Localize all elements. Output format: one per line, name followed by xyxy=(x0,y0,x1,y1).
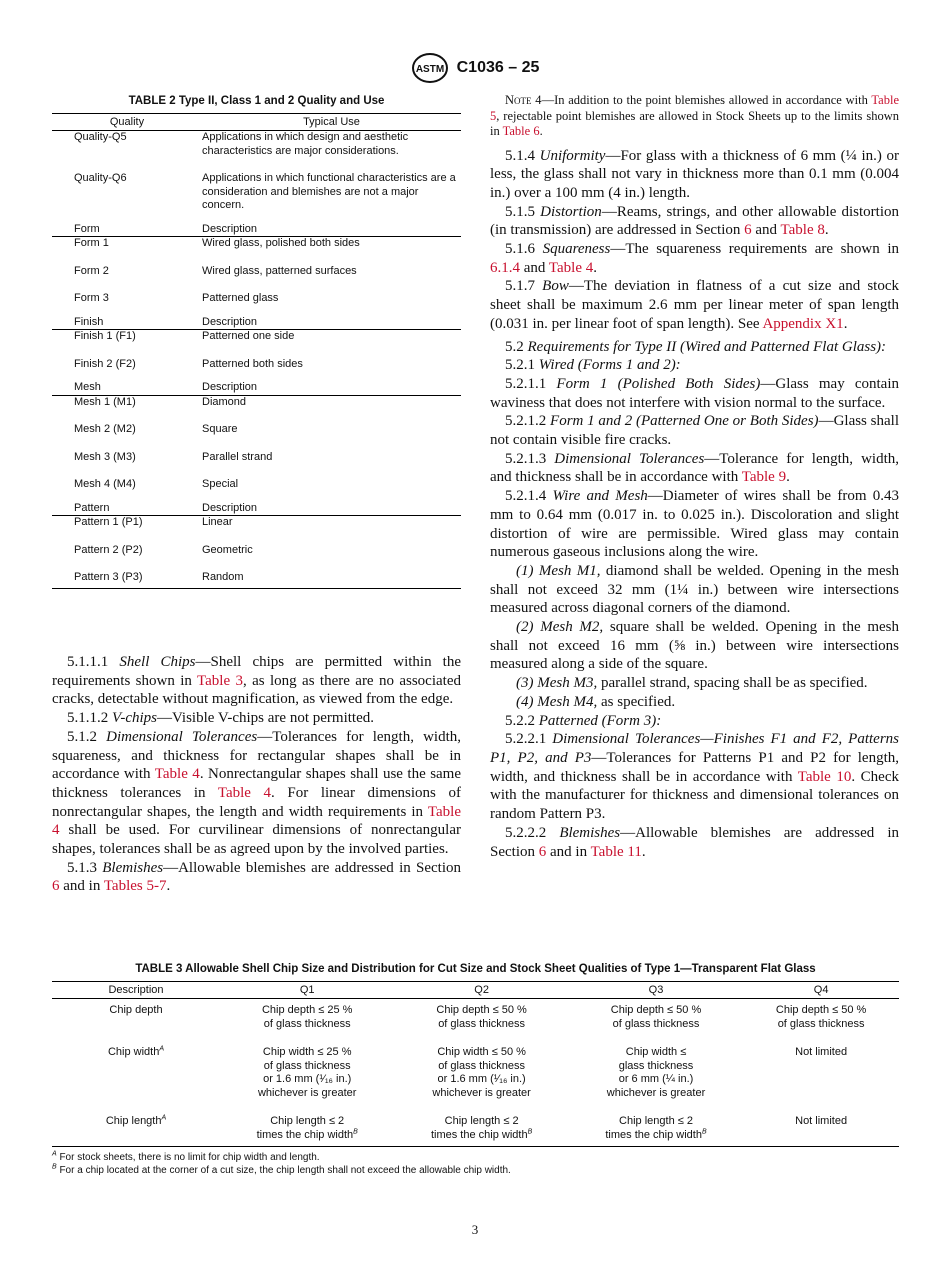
link-table-8[interactable]: Table 8 xyxy=(780,222,825,239)
footnote: $^A$ For stock sheets, there is no limit for chip width and length. xyxy=(52,1150,320,1163)
page-header xyxy=(0,52,950,84)
table-3-header: Q4 xyxy=(743,982,899,999)
paragraph-v-chips: 5.1.1.2 V-chips—Visible V-chips are not permitted. xyxy=(67,710,374,727)
table-row: Pattern 2 (P2) Geometric xyxy=(74,543,253,556)
table-group-header: Form Description xyxy=(52,213,461,237)
svg-text:ASTM: ASTM xyxy=(415,64,444,75)
link-table-10[interactable]: Table 10 xyxy=(797,768,852,785)
paragraph-mesh-m3: (3) Mesh M3, parallel strand, spacing shall be as specified. xyxy=(516,675,868,692)
paragraph-mesh-m1: (1) Mesh M1, diamond shall be welded. Opening in the mesh shall not exceed 32 mm (1¼ in.) between wire intersections measured across diagonal corners of the diamond. xyxy=(490,562,899,617)
link-table-4[interactable]: Table 4 xyxy=(217,784,272,801)
paragraph-patterned-blemishes: 5.2.2.2 Blemishes—Allowable blemishes are addressed in Section 6 and in Table 11. xyxy=(490,824,899,860)
table-2-header-use: Typical Use xyxy=(202,114,461,131)
paragraph-squareness: 5.1.6 Squareness—The squareness requirements are shown in 6.1.4 and Table 4. xyxy=(490,241,899,276)
table-row: Quality-Q6 Applications in which functional characteristics are a consideration and blemishes are not a major concern. xyxy=(74,172,456,211)
astm-logo-icon xyxy=(411,52,449,84)
table-2-header-quality: Quality xyxy=(52,114,202,131)
table-row: Pattern 3 (P3) Random xyxy=(52,571,461,588)
table-3 xyxy=(52,963,899,1177)
table-row: Mesh 2 (M2) Square xyxy=(74,423,238,435)
table-3-footnotes xyxy=(52,1151,899,1177)
page-number: 3 xyxy=(471,1222,479,1237)
paragraph-blemishes: 5.1.3 Blemishes—Allowable blemishes are addressed in Section 6 and in Tables 5-7. xyxy=(52,859,461,895)
table-row: Pattern 1 (P1) Linear xyxy=(74,516,233,528)
table-row: Mesh 3 (M3) Parallel strand xyxy=(74,450,273,463)
paragraph-shell-chips: 5.1.1.1 Shell Chips—Shell chips are permitted within the requirements shown in Table 3, as long as there are no associated cracks, detectable without magnification, as viewed from the edge. xyxy=(52,654,462,708)
heading-wired: 5.2.1 Wired (Forms 1 and 2): xyxy=(505,357,681,374)
heading-patterned: 5.2.2 Patterned (Form 3): xyxy=(505,712,662,729)
paragraph-dimensional-tolerances: 5.1.2 Dimensional Tolerances—Tolerances for length, width, squareness, and thickness for rectangular shapes shall be in accordance with Table 4. Nonrectangular shapes shall use the same thickness tolerances in Table 4. For linear dimensions of nonrectangular shapes, the length and width requirements in Table 4 shall be used. For curvilinear dimensions of nonrectangular shapes, tolerances shall be as agreed upon by the involved parties. xyxy=(52,728,462,858)
link-section-6[interactable]: 6 xyxy=(52,878,60,895)
table-row: Finish 1 (F1) Patterned one side xyxy=(74,330,295,342)
link-table-3[interactable]: Table 3 xyxy=(197,672,243,689)
paragraph-patterned-dimensional-tolerances: 5.2.2.1 Dimensional Tolerances—Finishes F1 and F2, Patterns P1, P2, and P3—Tolerances for Patterns P1 and P2 for length, width, and thickness shall be in accordance with Table 10. Check with the manufacturer for thickness and dimensional tolerances on random Pattern P3. xyxy=(490,731,899,823)
link-section-6[interactable]: 6 xyxy=(538,843,547,860)
table-group-header: Finish Description xyxy=(52,306,461,330)
table-2-title: TABLE 2 Type II, Class 1 and 2 Quality and Use xyxy=(128,95,385,107)
table-row: Quality-Q5 Applications in which design and aesthetic characteristics are major considerations. xyxy=(74,131,409,157)
link-table-4[interactable]: Table 4 xyxy=(52,803,461,839)
table-row: Mesh 4 (M4) Special xyxy=(74,478,239,490)
heading-requirements-type-2: 5.2 Requirements for Type II (Wired and Patterned Flat Glass): xyxy=(505,338,887,355)
link-table-4[interactable]: Table 4 xyxy=(154,766,200,783)
link-table-5[interactable]: Table 5 xyxy=(490,93,899,123)
footnote: $^B$ For a chip located at the corner of a cut size, the chip length shall not exceed the allowable chip width. xyxy=(52,1163,511,1176)
table-row: Form 2 Wired glass, patterned surfaces xyxy=(74,264,357,277)
table-2 xyxy=(52,95,461,589)
paragraph-mesh-m4: (4) Mesh M4, as specified. xyxy=(516,693,676,710)
table-3-header: Q3 xyxy=(569,982,743,999)
table-row: Chip width$^A$ Chip width ≤ 25 % of glass thickness or 1.6 mm (¹⁄₁₆ in.) whichever is greater Chip width ≤ 50 % of glass thickness or 1.6 mm (¹⁄₁₆ in.) whichever is greater Chip width ≤ glass thickness or 6 mm (¼ in.) whichever is greater Not limited xyxy=(107,1045,848,1099)
link-6-1-4[interactable]: 6.1.4 xyxy=(490,259,520,276)
table-row: Mesh 1 (M1) Diamond xyxy=(74,395,247,408)
link-tables-5-7[interactable]: Tables 5-7 xyxy=(103,878,167,895)
table-3-header: Q2 xyxy=(394,982,568,999)
link-section-6[interactable]: 6 xyxy=(744,222,752,239)
left-column-text xyxy=(52,653,461,896)
paragraph-form-1-2: 5.2.1.2 Form 1 and 2 (Patterned One or Both Sides)—Glass shall not contain visible fire cracks. xyxy=(490,413,900,449)
table-group-header: Pattern Description xyxy=(52,492,461,516)
paragraph-wire-and-mesh: 5.2.1.4 Wire and Mesh—Diameter of wires shall be from 0.43 mm to 0.64 mm (0.017 in. to 0.025 in.). Discoloration and slight distortion of wire are permissible. Wired glass may contain numerous gaseous inclusions along the wire. xyxy=(490,488,900,561)
document-code: C1036 – 25 xyxy=(456,59,540,76)
link-table-9[interactable]: Table 9 xyxy=(741,469,787,486)
paragraph-mesh-m2: (2) Mesh M2, square shall be welded. Opening in the mesh shall not exceed 16 mm (⅝ in.) between wire intersections measured along a side of the square. xyxy=(490,619,900,673)
paragraph-form-1: 5.2.1.1 Form 1 (Polished Both Sides)—Glass may contain waviness that does not interfere with vision normal to the surface. xyxy=(490,375,900,411)
table-row: Form 3 Patterned glass xyxy=(74,292,279,304)
link-table-11[interactable]: Table 11 xyxy=(590,843,642,860)
table-row: Form 1 Wired glass, polished both sides xyxy=(74,237,360,249)
right-column-text xyxy=(490,93,899,861)
table-3-title: TABLE 3 Allowable Shell Chip Size and Distribution for Cut Size and Stock Sheet Qualities of Type 1—Transparent Flat Glass xyxy=(135,963,816,975)
table-3-header: Q1 xyxy=(220,982,394,999)
paragraph-distortion: 5.1.5 Distortion—Reams, strings, and other allowable distortion (in transmission) are addressed in Section 6 and Table 8. xyxy=(490,203,900,239)
link-appendix-x1[interactable]: Appendix X1 xyxy=(762,315,844,332)
table-row: Chip depth Chip depth ≤ 25 % of glass thickness Chip depth ≤ 50 % of glass thickness Chip depth ≤ 50 % of glass thickness Chip depth ≤ 50 % of glass thickness xyxy=(109,1004,867,1030)
paragraph-wired-dimensional-tolerances: 5.2.1.3 Dimensional Tolerances—Tolerance for length, width, and thickness shall be in accordance with Table 9. xyxy=(490,450,899,486)
note-4: Note 4—In addition to the point blemishes allowed in accordance with Table 5, rejectable point blemishes are allowed in Stock Sheets up to the limits shown in Table 6. xyxy=(490,93,899,138)
table-row: Chip length$^A$ Chip length ≤ 2 times the chip width$^B$ Chip length ≤ 2 times the chip width$^B$ Chip length ≤ 2 times the chip width$^B$ Not limited xyxy=(52,1110,899,1147)
link-table-4[interactable]: Table 4 xyxy=(548,259,594,276)
table-group-header: Mesh Description xyxy=(52,371,461,395)
table-row: Finish 2 (F2) Patterned both sides xyxy=(74,357,303,370)
link-table-6[interactable]: Table 6 xyxy=(502,124,540,138)
paragraph-bow: 5.1.7 Bow—The deviation in flatness of a cut size and stock sheet shall be maximum 2.6 mm per linear meter of span length (0.031 in. per linear foot of span length). See Appendix X1. xyxy=(490,278,900,332)
table-3-header: Description xyxy=(52,982,220,999)
paragraph-uniformity: 5.1.4 Uniformity—For glass with a thickness of 6 mm (¼ in.) or less, the glass shall not vary in thickness more than 0.1 mm (0.004 in.) over a 100 mm (4 in.) length. xyxy=(490,147,899,201)
